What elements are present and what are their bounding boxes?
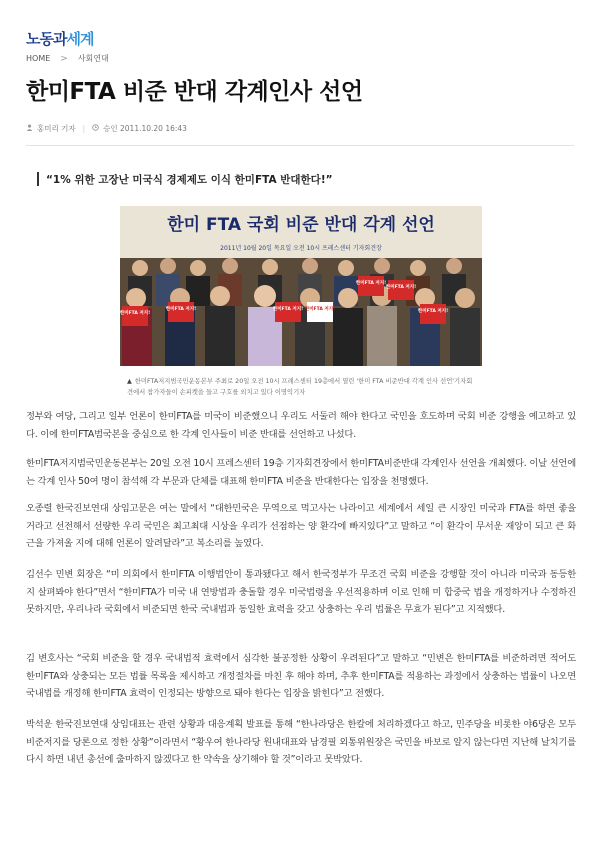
article-author[interactable]: 홍미리 기자 <box>37 124 76 133</box>
meta-divider: | <box>82 124 86 133</box>
article-paragraph: 김 변호사는 “국회 비준을 할 경우 국내법적 효력에서 심각한 불공정한 상황이 우려된다”고 말하고 “민변은 한미FTA를 비준하려면 적어도 한미FTA와 상충되는 모든 법률 목록을 제시하고 개정절차를 마친 후 해야 하며, 추후 한미FTA를 적용하는 과정에서 상충하는 법률이 나오면 국내법를 개정해 한미FTA 효력이 인정되는 방향으로 돼야 한다는 입장을 밝힌다”고 전했다. <box>26 653 576 700</box>
article-subheading <box>37 170 333 188</box>
clock-icon <box>92 124 99 133</box>
article-photo[interactable] <box>120 206 482 366</box>
banner-text: 한미 FTA 국회 비준 반대 각계 선언 <box>167 215 435 235</box>
article-paragraph: 한미FTA저지범국민운동본부는 20일 오전 10시 프레스센터 19층 기자회견장에서 한미FTA비준반대 각계인사 선언을 개최했다. 이날 선언에는 각계 인사 50여 명이 참석해 각 부문과 단체를 대표해 한미FTA 비준을 반대한다는 입장을 천명했다. <box>26 458 576 487</box>
article-paragraph: 정부와 여당, 그리고 일부 언론이 한미FTA를 미국이 비준했으니 우리도 서둘러 해야 한다고 국민을 호도하며 국회 비준 강행을 예고하고 있다. 이에 한미FTA범국본을 중심으로 한 각계 인사들이 비준 반대를 선언하고 나섰다. <box>26 411 576 440</box>
article-paragraph: 박석운 한국진보연대 상임대표는 관련 상황과 대응계획 발표를 통해 “한나라당은 한칼에 처리하겠다고 하고, 민주당을 비롯한 야6당은 모두 비준저지를 당론으로 정한 상황”이라면서 “황우여 한나라당 원내대표와 남경필 외통위원장은 국민을 바보로 알지 않는다면 지난해 날치기를 다시 하면 내년 총선에 출마하지 않겠다고 한 약속을 상기해야 할 것”이라고 못박았다. <box>26 719 576 766</box>
article-title: 한미FTA 비준 반대 각계인사 선언 <box>26 79 363 105</box>
article-paragraph: 오종렬 한국진보연대 상임고문은 여는 말에서 “대한민국은 무역으로 먹고사는 나라이고 세계에서 세일 큰 시장인 미국과 FTA를 하면 좋을 거라고 선전해서 선량한 우리 국민은 최고최대 시상을 우리가 선점하는 양 환각에 빠지있다”고 말하고 “이 환각이 무서운 재앙이 되고 큰 화근을 가져올 지에 대해 언론이 알려달라”고 복소리를 높였다. <box>26 503 576 550</box>
crowd-front-row <box>122 285 480 366</box>
article-paragraph: 김선수 민변 회장은 “미 의회에서 한미FTA 이행법안이 통과됐다고 해서 한국정부가 무조건 국회 비준을 강행할 것이 아니라 미국과 동등한지 살펴봐야 한다”면서 “한미FTA가 미국 내 연방법과 충돌할 경우 미국법령을 우선적용하며 이로 인해 미 합중국 법을 개정하거나 수정하진 못하지만, 우리나라 국회에서 비준되면 한국 국내법과 동일한 효력을 갖고 상충하는 우리 법률은 무효가 된다”고 지적했다. <box>26 569 576 616</box>
chevron-right-icon: > <box>60 53 68 64</box>
breadcrumb-section[interactable]: 사회연대 <box>77 54 109 63</box>
breadcrumb-home[interactable]: HOME <box>26 54 51 63</box>
caption-text: 한미FTA저지범국민운동본부 주최로 20일 오전 10시 프레스센터 19층에서 열린 '한미 FTA 비준반대 각계 인사 선언'기자회견에서 참가자들이 손피켓을 들고 구호를 외치고 있다 이명익기자 <box>127 378 473 396</box>
press-conference-image <box>120 206 482 366</box>
protest-sign-label: 한미FTA 저지! <box>355 281 387 286</box>
protest-sign-label: 한미FTA 저지! <box>165 307 197 312</box>
protest-sign-label: 한미FTA 저지! <box>272 307 304 312</box>
protest-sign-label: 한미FTA 저지! <box>385 285 417 290</box>
subheading-text: “1% 위한 고장난 미국식 경제제도 이식 한미FTA 반대한다!” <box>46 173 333 186</box>
protest-sign-label: 한미FTA 저지! <box>417 309 449 314</box>
triangle-up-icon: ▲ <box>127 378 132 385</box>
person-icon <box>26 124 33 133</box>
protest-sign-label: 한미FTA 저지! <box>120 311 151 316</box>
logo-text-main: 노동과 <box>26 29 67 48</box>
logo-text-accent: 세계 <box>66 29 94 48</box>
banner-subtext: 2011년 10월 20일 목요일 오전 10시 프레스센터 기자회견장 <box>220 245 382 252</box>
article-meta <box>26 123 187 134</box>
subheading-bar <box>37 172 39 186</box>
article-date: 승인 2011.10.20 16:43 <box>103 124 187 133</box>
photo-caption <box>127 376 477 398</box>
site-logo[interactable] <box>26 29 93 47</box>
breadcrumb <box>26 53 109 64</box>
header-divider <box>26 145 574 146</box>
protest-sign-label: 한미FTA 저지! <box>304 307 336 312</box>
